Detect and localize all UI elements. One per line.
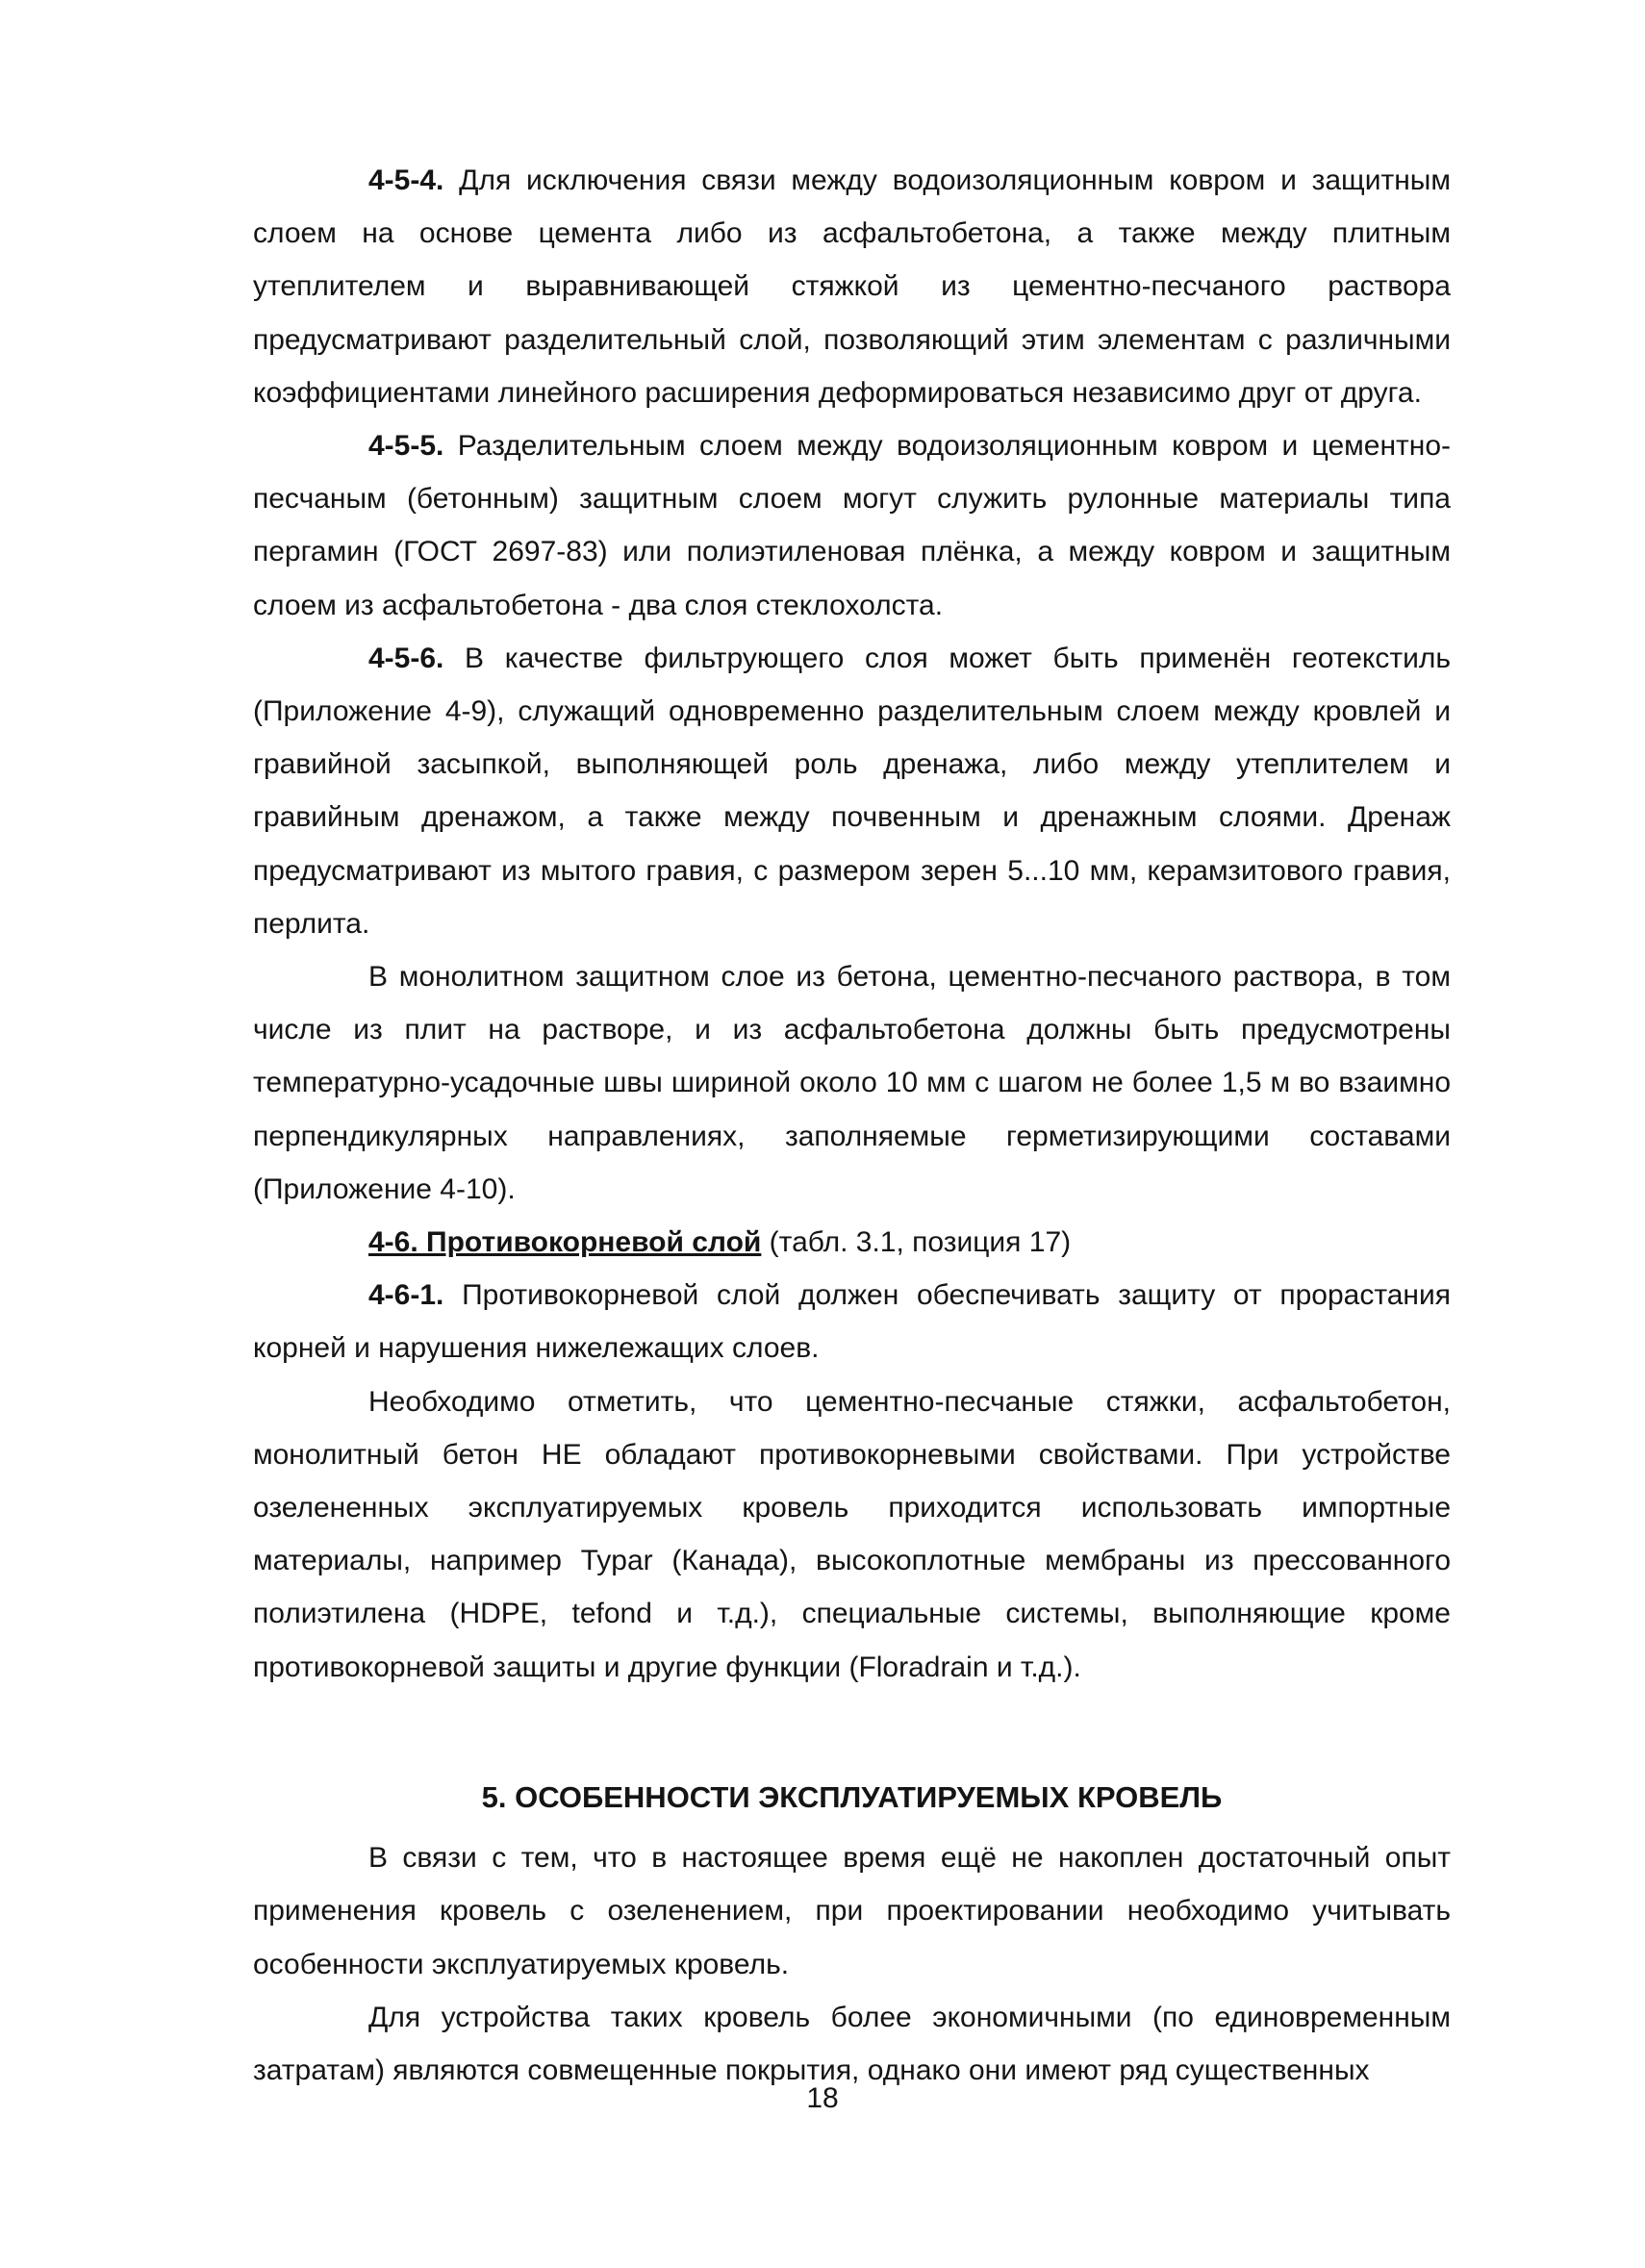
clause-number: 4-5-6. — [368, 642, 444, 674]
clause-number: 4-5-4. — [368, 164, 444, 196]
clause-number: 4-5-5. — [368, 430, 444, 463]
paragraph-text: Противокорневой слой должен обеспечивать защиту от прорастания корней и нарушения нижележащих слоев. — [253, 1279, 1451, 1365]
paragraph-4-5-5 — [253, 419, 1451, 632]
paragraph-text: Для устройства таких кровель более экономичными (по единовременным затратам) являются совмещенные покрытия, однако они имеют ряд существенных — [253, 2001, 1451, 2086]
paragraph-4-5-4 — [253, 154, 1451, 419]
paragraph-root-protection — [253, 1375, 1451, 1694]
section-heading: 5. ОСОБЕННОСТИ ЭКСПЛУАТИРУЕМЫХ КРОВЕЛЬ — [481, 1779, 1223, 1814]
paragraph-text: В качестве фильтрующего слоя может быть применён геотекстиль (Приложение 4-9), служащий одновременно разделительным слоем между кровлей и гравийной засыпкой, выполняющей роль дренажа, либо между утеплителем и гравийным дренажом, а также между почвенным и дренажным слоями. Дренаж предусматривают из мытого гравия, с размером зерен 5...10 мм, керамзитового гравия, перлита. — [253, 642, 1451, 940]
paragraph-text: Для исключения связи между водоизоляционным ковром и защитным слоем на основе цемента либо из асфальтобетона, а также между плитным утеплителем и выравнивающей стяжкой из цементно-песчаного раствора предусматривают разделительный слой, позволяющий этим элементам с различными коэффициентами линейного расширения деформироваться независимо друг от друга. — [253, 164, 1451, 409]
subsection-reference: (табл. 3.1, позиция 17) — [761, 1226, 1072, 1259]
paragraph-text: Необходимо отметить, что цементно-песчаные стяжки, асфальтобетон, монолитный бетон НЕ обладают противокорневыми свойствами. При устройстве озелененных эксплуатируемых кровель приходится использовать импортные материалы, например Typar (Канада), высокоплотные мембраны из прессованного полиэтилена (HDPE, tefond и т.д.), специальные системы, выполняющие кроме противокорневой защиты и другие функции (Floradrain и т.д.). — [253, 1385, 1451, 1683]
subsection-heading: 4-6. Противокорневой слой — [368, 1226, 762, 1259]
clause-number: 4-6-1. — [368, 1279, 444, 1312]
paragraph-text: В связи с тем, что в настоящее время ещё не накоплен достаточный опыт применения кровель с озеленением, при проектировании необходимо учитывать особенности эксплуатируемых кровель. — [253, 1842, 1451, 1980]
page-number: 18 — [806, 2082, 839, 2114]
subsection-title — [253, 1216, 1451, 1269]
paragraph-text: Разделительным слоем между водоизоляционным ковром и цементно-песчаным (бетонным) защитным слоем могут служить рулонные материалы типа пергамин (ГОСТ 2697-83) или полиэтиленовая плёнка, а между ковром и защитным слоем из асфальтобетона - два слоя стеклохолста. — [253, 430, 1451, 621]
paragraph-text: В монолитном защитном слое из бетона, цементно-песчаного раствора, в том числе из плит на растворе, и из асфальтобетона должны быть предусмотрены температурно-усадочные швы шириной около 10 мм с шагом не более 1,5 м во взаимно перпендикулярных направлениях, заполняемые герметизирующими составами (Приложение 4-10). — [253, 961, 1451, 1205]
document-page — [253, 154, 1451, 2097]
paragraph-combined-roofs — [253, 1991, 1451, 2097]
paragraph-monolithic-layer — [253, 950, 1451, 1216]
paragraph-experience — [253, 1831, 1451, 1991]
paragraph-4-6-1 — [253, 1269, 1451, 1374]
paragraph-4-5-6 — [253, 632, 1451, 950]
